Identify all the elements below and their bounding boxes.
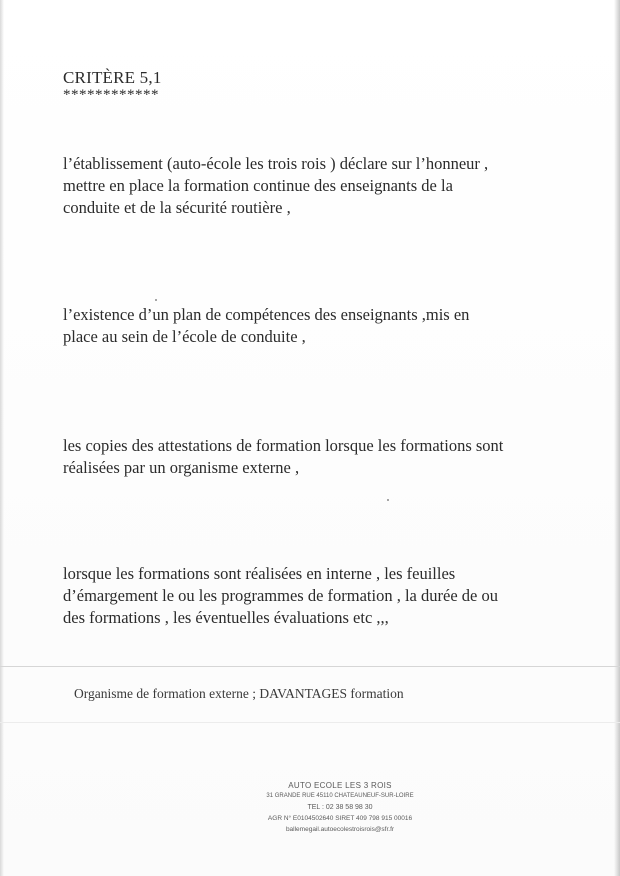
external-organization-note: Organisme de formation externe ; DAVANTAGES formation xyxy=(74,686,404,701)
paper-fold-line xyxy=(0,722,620,723)
stamp-school-name: AUTO ECOLE LES 3 ROIS xyxy=(288,781,392,790)
paragraph-competence-plan xyxy=(63,304,563,348)
paragraph-attestations xyxy=(63,435,563,479)
paragraph-line: des formations , les éventuelles évaluations etc ,,, xyxy=(63,608,389,627)
heading-separator: ************ xyxy=(63,87,159,103)
paragraph-internal-training xyxy=(63,563,563,629)
paragraph-line: mettre en place la formation continue des enseignants de la xyxy=(63,176,453,195)
paragraph-line: l’existence d’un plan de compétences des enseignants ,mis en xyxy=(63,305,470,324)
scan-shadow-right xyxy=(614,0,620,876)
paragraph-line: réalisées par un organisme externe , xyxy=(63,458,300,477)
paragraph-line: lorsque les formations sont réalisées en interne , les feuilles xyxy=(63,564,456,583)
paragraph-line: les copies des attestations de formation lorsque les formations sont xyxy=(63,436,504,455)
stamp-email: ballemegail.autoecolestroisrois@sfr.fr xyxy=(285,826,395,833)
paragraph-line: d’émargement le ou les programmes de formation , la durée de ou xyxy=(63,586,498,605)
scan-speck xyxy=(387,499,389,501)
school-stamp xyxy=(240,780,440,835)
criterion-heading: CRITÈRE 5,1 xyxy=(63,68,162,87)
paragraph-line: conduite et de la sécurité routière , xyxy=(63,198,291,217)
scan-speck xyxy=(155,299,157,301)
paper-fold-line xyxy=(0,666,620,667)
paragraph-declaration xyxy=(63,153,563,219)
paragraph-line: l’établissement (auto-école les trois rois ) déclare sur l’honneur , xyxy=(63,154,489,173)
stamp-phone: TEL : 02 38 58 98 30 xyxy=(307,804,373,811)
stamp-registration: AGR N° E0104502640 SIRET 409 798 915 00016 xyxy=(267,815,413,822)
scan-shadow-left xyxy=(0,0,4,876)
paragraph-line: place au sein de l’école de conduite , xyxy=(63,327,306,346)
stamp-address: 31 GRANDE RUE 45110 CHATEAUNEUF-SUR-LOIRE xyxy=(266,793,414,799)
